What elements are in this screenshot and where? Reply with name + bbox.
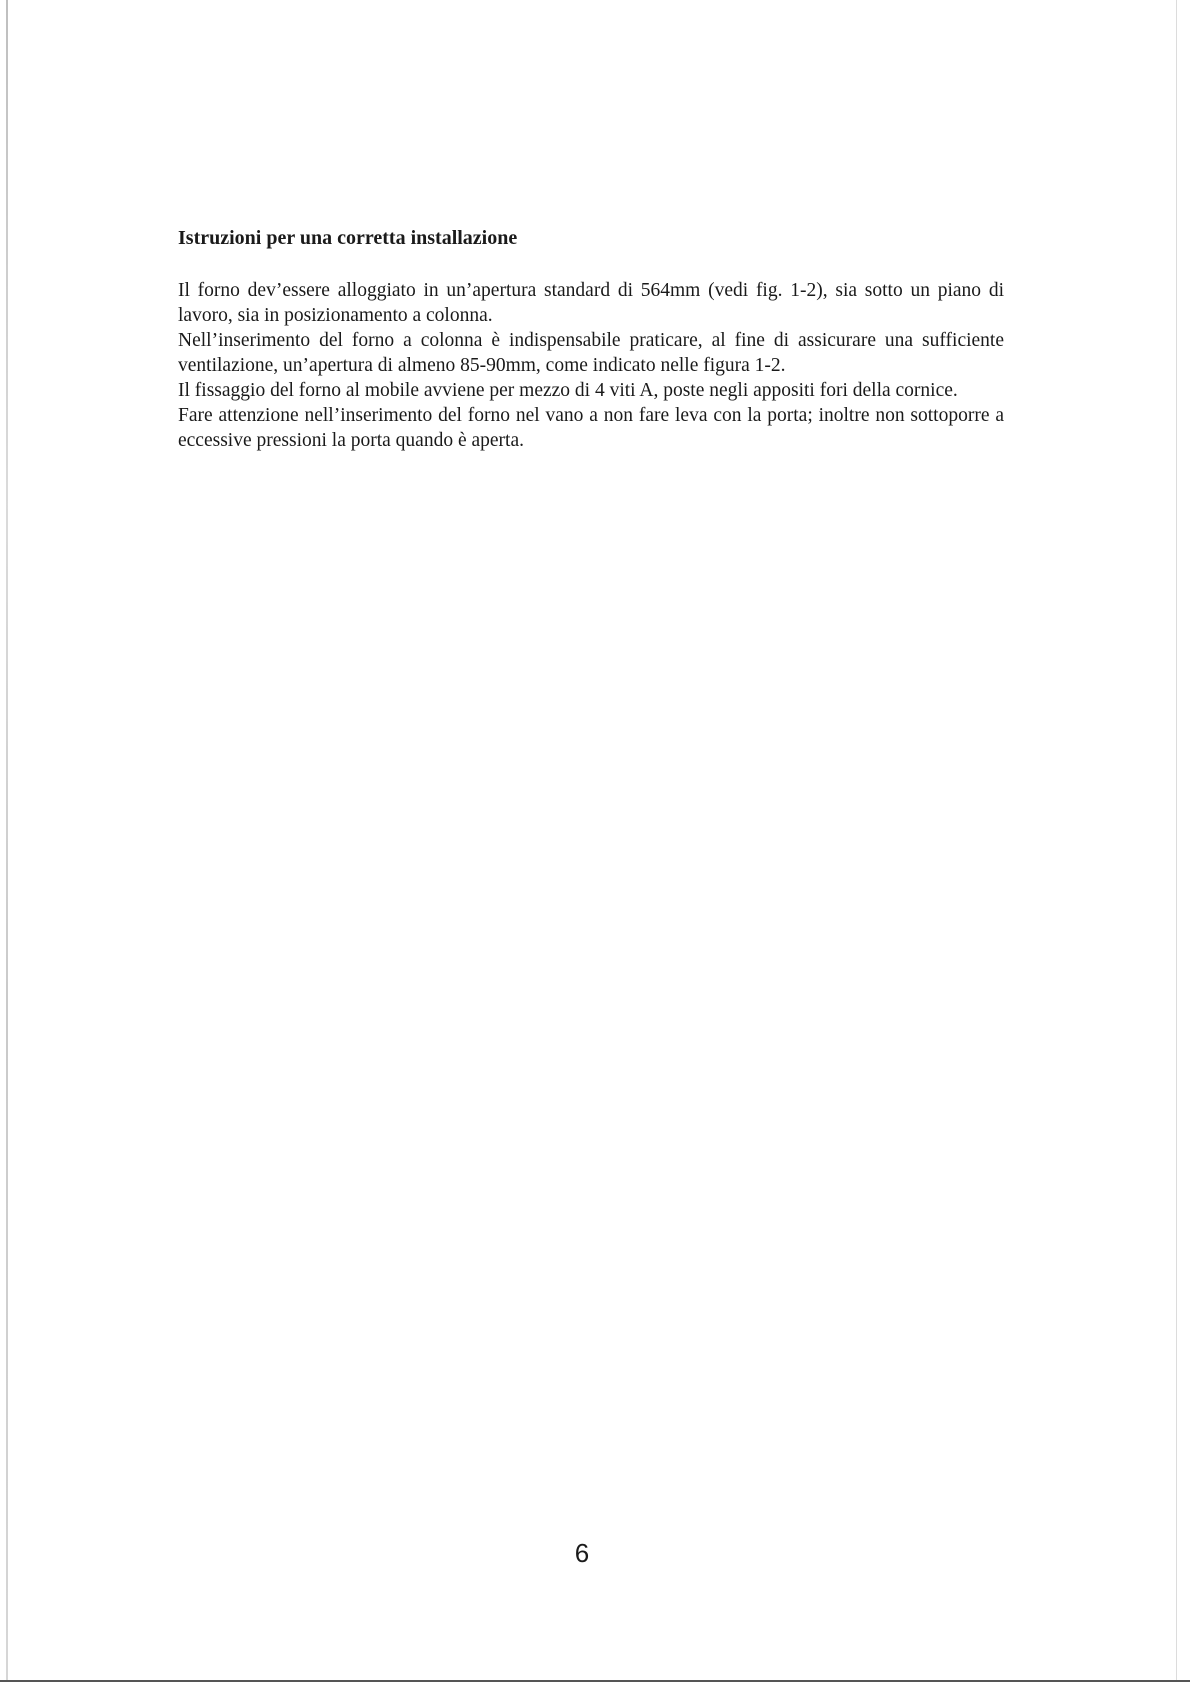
scan-edge-right [1176,0,1177,1682]
paragraph-fixing: Il fissaggio del forno al mobile avviene per mezzo di 4 viti A, poste negli appositi fori della cornice. [178,380,958,401]
paragraph-placement: Il forno dev’essere alloggiato in un’apertura standard di 564mm (vedi fig. 1-2), sia sotto un piano di lavoro, sia in posizionamento a colonna. [178,280,1004,326]
paragraph-caution: Fare attenzione nell’inserimento del forno nel vano a non fare leva con la porta; inoltre non sottoporre a eccessive pressioni la porta quando è aperta. [178,405,1004,451]
section-title: Istruzioni per una corretta installazione [178,227,518,249]
instructions-body [178,278,1004,453]
paragraph-ventilation: Nell’inserimento del forno a colonna è indispensabile praticare, al fine di assicurare una sufficiente ventilazione, un’apertura di almeno 85-90mm, come indicato nelle figura 1-2. [178,330,1004,376]
scan-edge-left [6,0,8,1682]
page-number: 6 [574,1538,590,1568]
